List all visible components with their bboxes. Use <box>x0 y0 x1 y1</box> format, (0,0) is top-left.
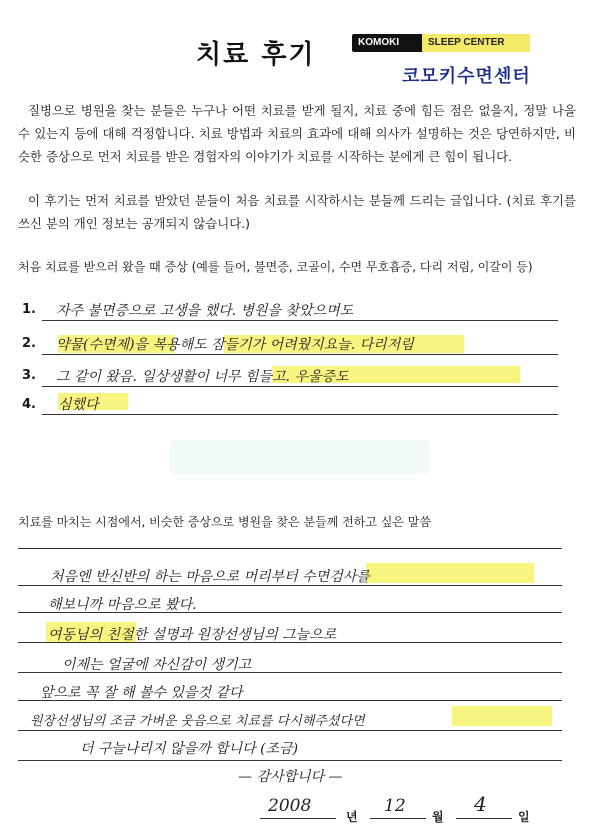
symptom-number: 3. <box>22 368 36 383</box>
date-year: 2008 <box>268 796 312 816</box>
date-month: 12 <box>384 796 406 816</box>
closing-answer-line: 해보니까 마음으로 봤다. <box>48 597 197 613</box>
closing-answer-line: 원장선생님의 조금 가벼운 웃음으로 치료를 다시해주셨다면 <box>30 714 365 729</box>
highlight-mark <box>452 706 552 726</box>
answer-line <box>42 386 558 387</box>
date-line <box>260 818 336 819</box>
date-month-label: 월 <box>432 810 444 824</box>
closing-answer-line: 앞으로 꼭 잘 해 볼수 있을것 같다 <box>40 685 243 701</box>
logo-center-name: 코모키수면센터 <box>402 66 531 87</box>
answer-line <box>18 760 562 761</box>
closing-signoff: — 감사합니다 — <box>238 769 343 785</box>
date-day: 4 <box>474 792 487 816</box>
closing-answer-line: 여동님의 친절한 설명과 원장선생님의 그늘으로 <box>48 627 337 643</box>
logo-text-komoki: KOMOKI <box>358 37 400 48</box>
symptom-number: 4. <box>22 397 36 412</box>
symptom-number: 1. <box>22 302 36 317</box>
page-title: 치료 후기 <box>196 40 316 70</box>
crescent-moon-icon <box>384 64 402 84</box>
answer-line <box>18 548 562 549</box>
symptom-answer: 자주 불면증으로 고생을 했다. 병원을 찾았으며도 <box>56 303 354 319</box>
highlight-mark <box>366 563 534 583</box>
closing-question: 치료를 마치는 시점에서, 비슷한 증상으로 병원을 찾은 분들께 전하고 싶은 말씀 <box>18 515 431 529</box>
closing-answer-line: 처음엔 반신반의 하는 마음으로 머리부터 수면검사를 <box>50 569 370 585</box>
answer-line <box>42 354 558 355</box>
center-logo-bar <box>352 34 530 52</box>
answer-line <box>42 320 558 321</box>
logo-sleep-band <box>422 34 530 52</box>
answer-line <box>18 730 562 731</box>
date-year-label: 년 <box>346 810 358 824</box>
symptom-answer: 약물(수면제)을 복용해도 잠들기가 어려웠지요늘. 다리저림 <box>56 337 414 353</box>
date-line <box>370 818 426 819</box>
symptom-number: 2. <box>22 336 36 351</box>
intro-paragraph-2: 이 후기는 먼저 치료를 받았던 분들이 처음 치료를 시작하시는 분들께 드리는 글입니다. (치료 후기를 쓰신 분의 개인 정보는 공개되지 않습니다.) <box>18 193 576 231</box>
answer-line <box>42 414 558 415</box>
symptom-answer: 그 같이 왔음. 일상생활이 너무 힘들고. 우울증도 <box>56 369 349 385</box>
symptoms-question: 처음 치료를 받으러 왔을 때 증상 (예를 들어, 불면증, 코골이, 수면 무호흡증, 다리 저림, 이갈이 등) <box>18 260 533 274</box>
date-line <box>456 818 512 819</box>
faint-watermark <box>170 440 430 474</box>
logo-text-sleep-center: SLEEP CENTER <box>428 37 505 48</box>
closing-answer-line: 이제는 얼굴에 자신감이 생기고 <box>62 657 252 673</box>
closing-answer-line: 더 구늘나리지 않을까 합니다 (조금) <box>80 741 299 757</box>
intro-paragraph-1: 질병으로 병원을 찾는 분들은 누구나 어떤 치료를 받게 될지, 치료 중에 힘든 점은 없을지, 정말 나을 수 있는지 등에 대해 걱정합니다. 치료 방법과 치료의 효과에 대해 의사가 설명하는 것은 당연하지만, 비슷한 증상으로 먼저 치료를 받은 경험자의 이야기가 치료를 시작하는 분에게 큰 힘이 됩니다. <box>18 103 576 164</box>
date-day-label: 일 <box>518 810 530 824</box>
symptom-answer: 심했다 <box>58 397 99 413</box>
